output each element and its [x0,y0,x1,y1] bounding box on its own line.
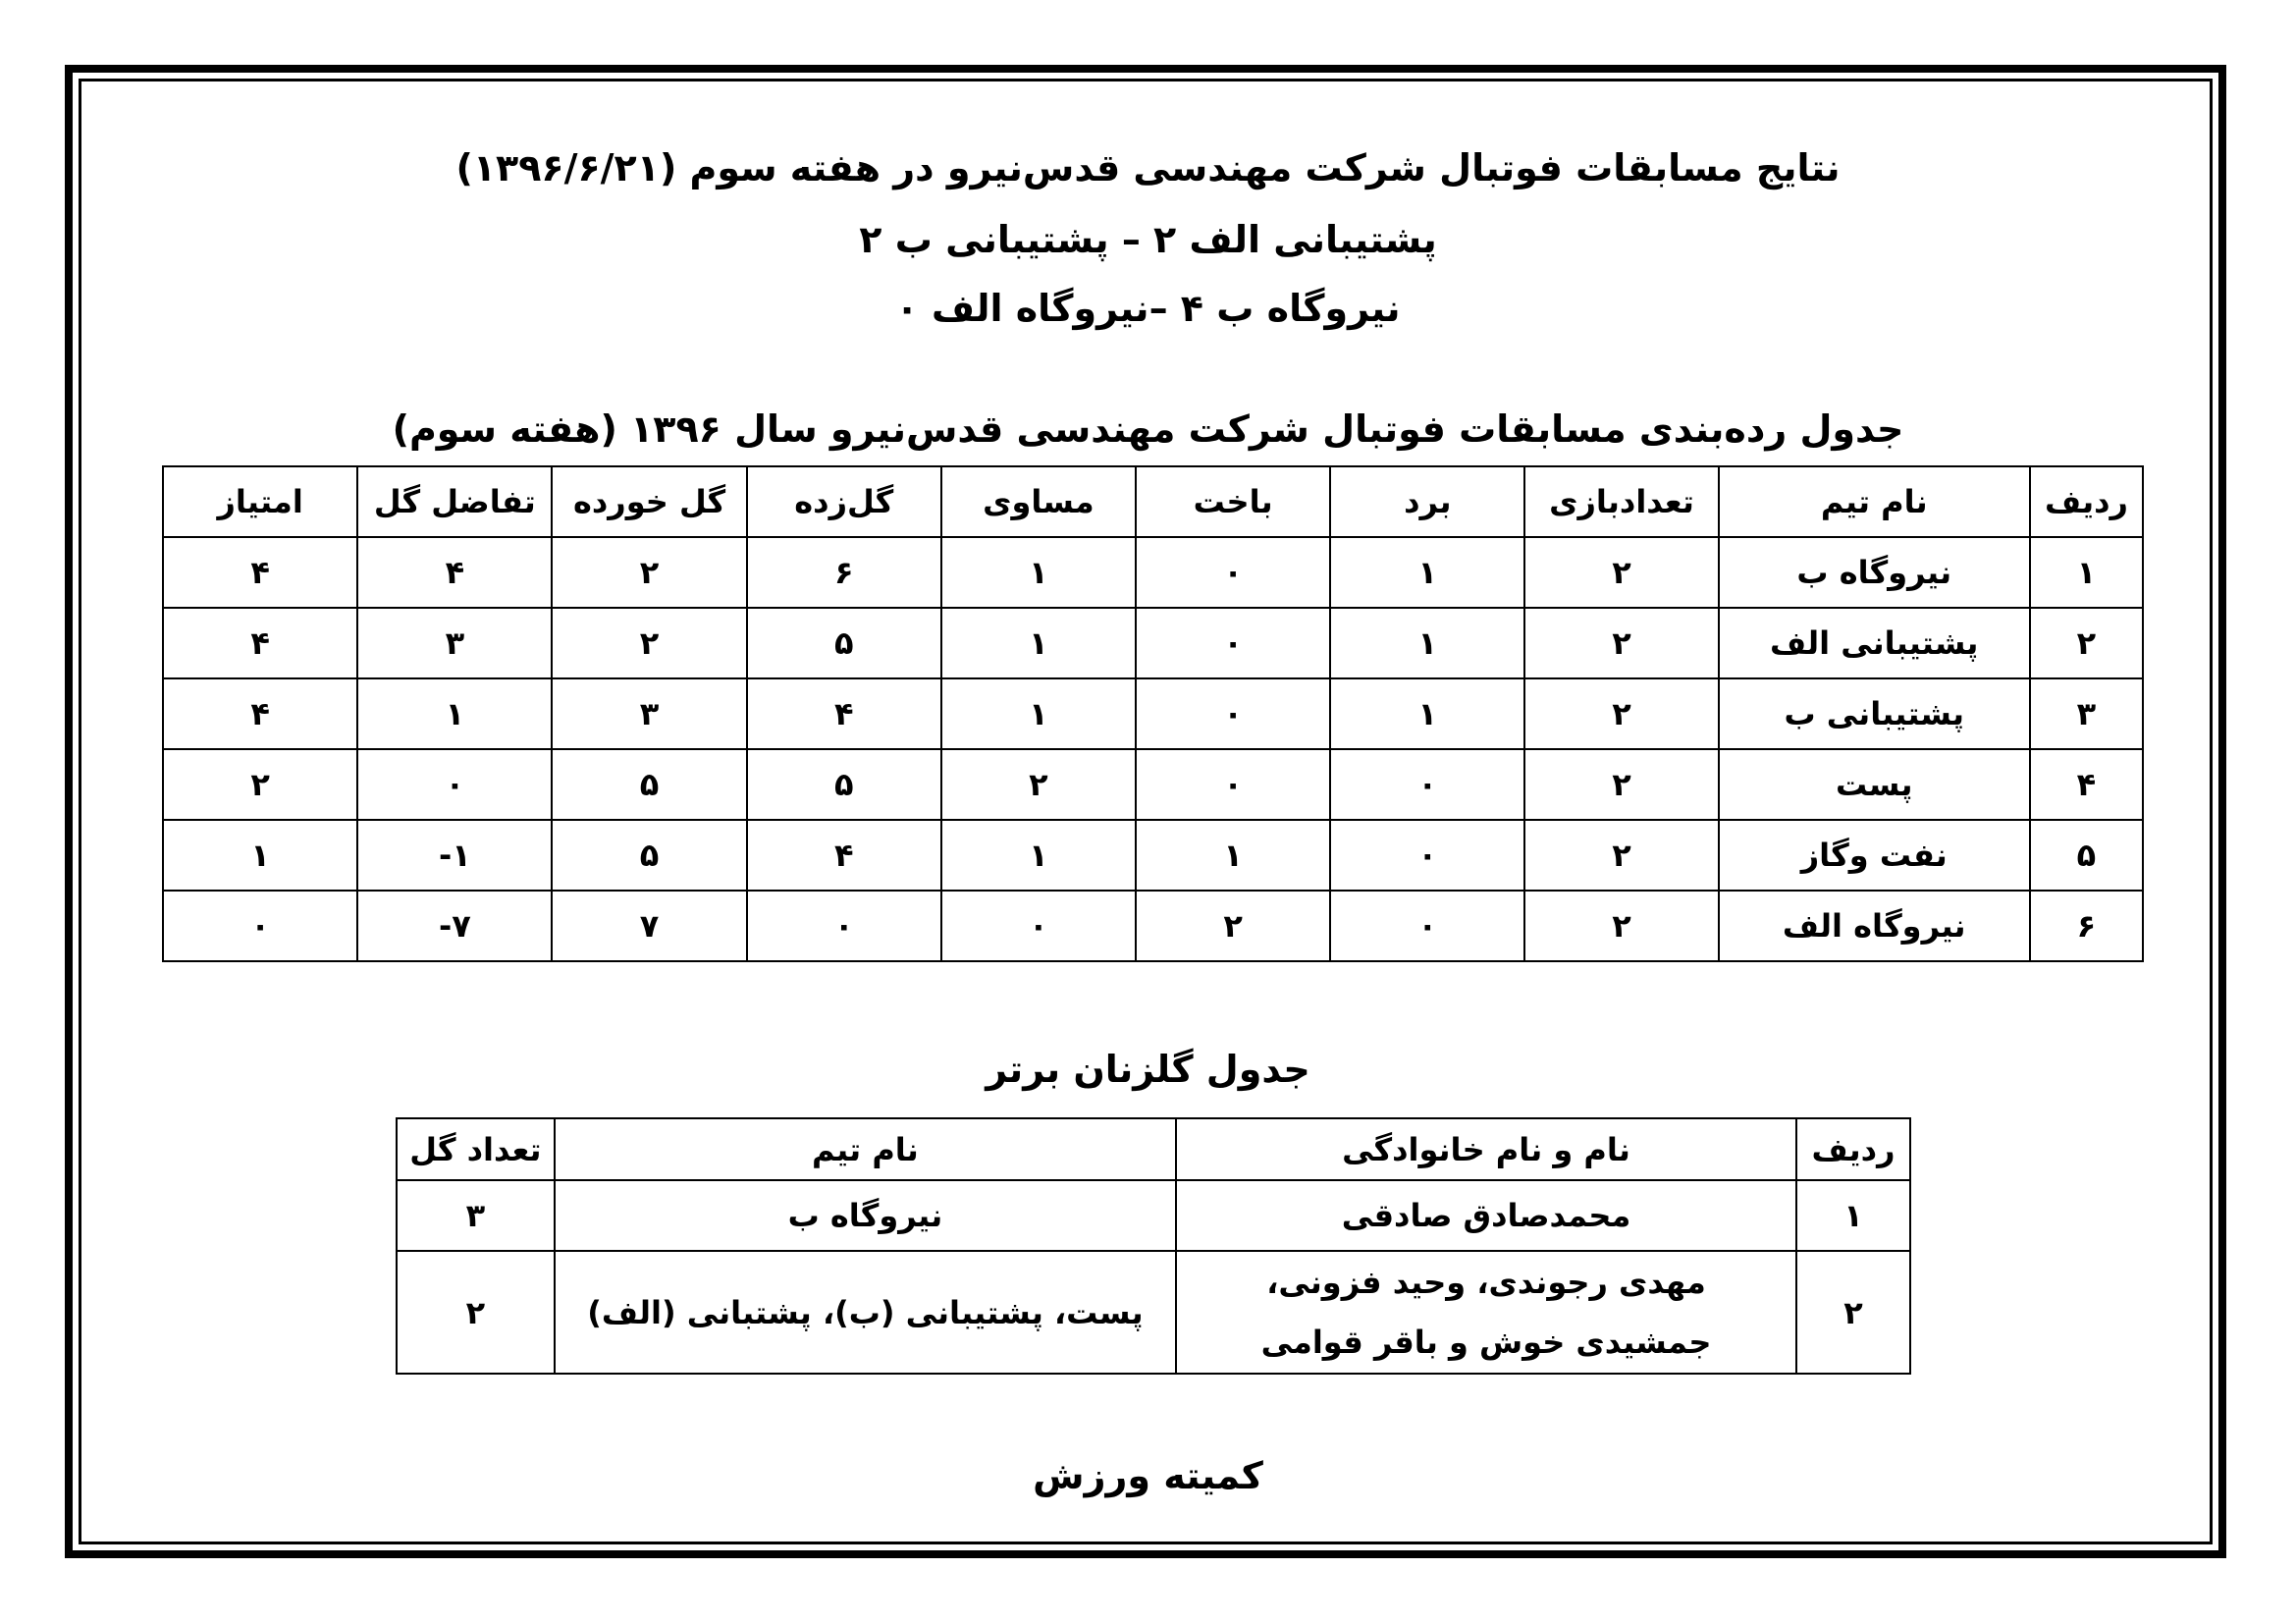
cell: ۴ [747,678,941,749]
cell: ۲ [1524,820,1718,891]
cell: ۰ [1136,537,1330,608]
scorer-goals: ۲ [397,1251,555,1374]
scorer-team: پست، پشتیبانی (ب)، پشتبانی (الف) [555,1251,1176,1374]
scorer-name [1176,1251,1796,1374]
cell: ۱ [1330,678,1524,749]
cell: ۷ [552,891,746,961]
footer-signature: کمیته ورزش [1033,1454,1263,1497]
cell: ۶ [2030,891,2143,961]
col-header: نام تیم [555,1118,1176,1180]
cell: ۵ [552,749,746,820]
scorer-goals: ۳ [397,1180,555,1251]
col-header: باخت [1136,466,1330,537]
match-result-2: نیروگاه ب ۴ –نیروگاه الف ۰ [895,287,1401,330]
table-row [163,608,2143,678]
cell: ۱ [941,678,1136,749]
table-row [397,1251,1910,1374]
cell: ۳ [552,678,746,749]
cell: ۴ [747,820,941,891]
scorer-rank: ۲ [1796,1251,1910,1374]
cell: ۴ [163,678,357,749]
cell: ۵ [747,749,941,820]
cell: ۰ [1136,608,1330,678]
cell: ۵ [2030,820,2143,891]
standings-table [162,465,2144,962]
top-scorers-table [396,1117,1911,1375]
cell: ۲ [1524,749,1718,820]
scorer-name-line: جمشیدی خوش و باقر قوامی [1260,1323,1712,1361]
cell: ۲ [1524,678,1718,749]
cell: نفت وگاز [1719,820,2030,891]
cell: ۲ [163,749,357,820]
col-header: ردیف [1796,1118,1910,1180]
cell: ۰ [1136,678,1330,749]
cell: ۰ [1330,891,1524,961]
cell: ۲ [1524,608,1718,678]
col-header: گل خورده [552,466,746,537]
table-row [397,1180,1910,1251]
cell: ۴ [2030,749,2143,820]
cell: ۳ [357,608,552,678]
cell: ۰ [747,891,941,961]
cell: ۰ [357,749,552,820]
cell: ۶ [747,537,941,608]
cell: ۲ [1524,537,1718,608]
cell: ۱ [941,820,1136,891]
cell: ۴ [163,608,357,678]
match-result-1: پشتیبانی الف ۲ – پشتیبانی ب ۲ [859,218,1437,261]
cell: نیروگاه الف [1719,891,2030,961]
table-row [163,820,2143,891]
cell: ۱ [2030,537,2143,608]
cell: ۱ [941,537,1136,608]
cell: ۲ [941,749,1136,820]
col-header: برد [1330,466,1524,537]
col-header: مساوی [941,466,1136,537]
scorer-rank: ۱ [1796,1180,1910,1251]
cell: ۱ [941,608,1136,678]
standings-title: جدول رده‌بندی مسابقات فوتبال شرکت مهندسی قدس‌نیرو سال ۱۳۹۶ (هفته سوم) [392,407,1904,451]
cell: ۱- [357,820,552,891]
cell: ۱ [163,820,357,891]
table-row [163,678,2143,749]
col-header: تفاضل گل [357,466,552,537]
col-header: گل‌زده [747,466,941,537]
cell: ۰ [1330,749,1524,820]
cell: ۰ [163,891,357,961]
cell: ۱ [1330,608,1524,678]
cell: ۵ [552,820,746,891]
cell: ۷- [357,891,552,961]
table-row [163,537,2143,608]
scorer-team: نیروگاه ب [555,1180,1176,1251]
results-title: نتایج مسابقات فوتبال شرکت مهندسی قدس‌نیرو در هفته سوم (۱۳۹۶/۶/۲۱) [455,146,1841,189]
cell: ۲ [552,537,746,608]
cell: ۱ [1136,820,1330,891]
standings-header-row [163,466,2143,537]
cell: ۴ [357,537,552,608]
table-row [163,891,2143,961]
scorers-header-row [397,1118,1910,1180]
cell: پشتیبانی ب [1719,678,2030,749]
cell: ۲ [552,608,746,678]
col-header: تعدادبازی [1524,466,1718,537]
col-header: نام تیم [1719,466,2030,537]
cell: ۱ [357,678,552,749]
cell: نیروگاه ب [1719,537,2030,608]
table-row [163,749,2143,820]
cell: ۲ [1136,891,1330,961]
cell: ۰ [941,891,1136,961]
cell: ۰ [1136,749,1330,820]
cell: ۲ [2030,608,2143,678]
col-header: نام و نام خانوادگی [1176,1118,1796,1180]
col-header: ردیف [2030,466,2143,537]
scorer-name-line: مهدی رجوندی، وحید فزونی، [1266,1263,1706,1301]
cell: ۰ [1330,820,1524,891]
cell: ۲ [1524,891,1718,961]
col-header: امتیاز [163,466,357,537]
scorer-name: محمدصادق صادقی [1176,1180,1796,1251]
cell: ۱ [1330,537,1524,608]
cell: پشتیبانی الف [1719,608,2030,678]
cell: ۳ [2030,678,2143,749]
scorers-title: جدول گلزنان برتر [986,1048,1310,1091]
cell: ۵ [747,608,941,678]
cell: ۴ [163,537,357,608]
col-header: تعداد گل [397,1118,555,1180]
cell: پست [1719,749,2030,820]
